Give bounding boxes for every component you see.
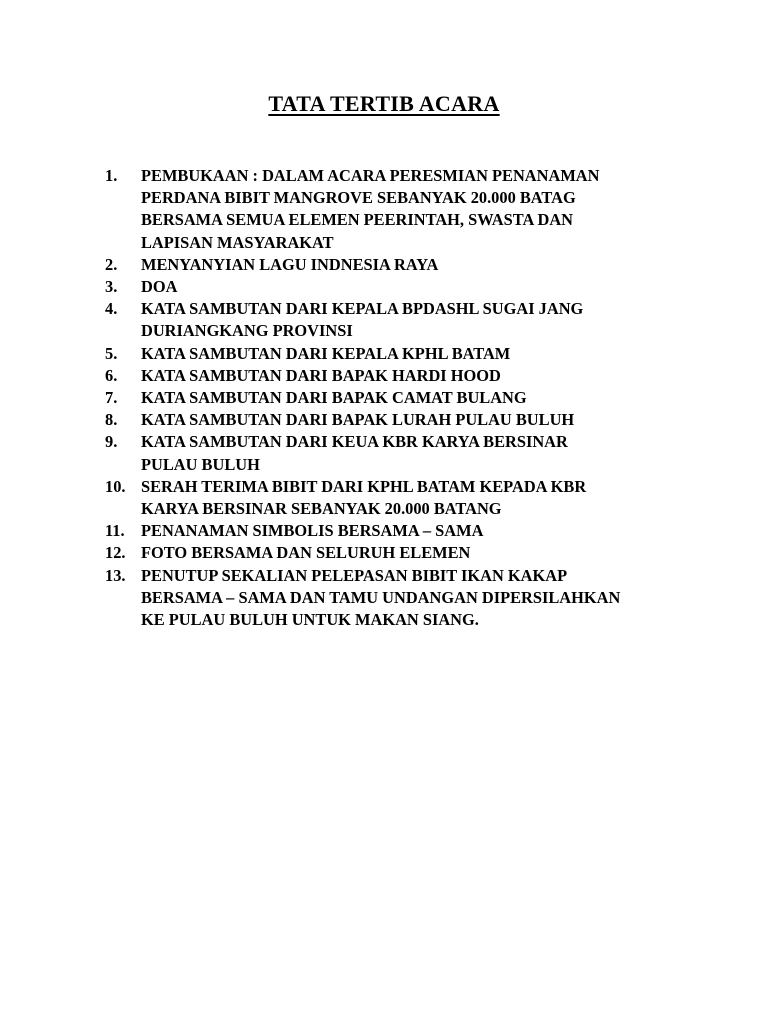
agenda-item-number: 3.: [105, 277, 118, 297]
agenda-item-line: FOTO BERSAMA DAN SELURUH ELEMEN: [141, 543, 471, 563]
agenda-item-line: MENYANYIAN LAGU INDNESIA RAYA: [141, 254, 439, 274]
agenda-item: [105, 365, 705, 387]
agenda-item-line: LAPISAN MASYARAKAT: [141, 232, 334, 252]
agenda-item-line: KATA SAMBUTAN DARI KEPALA BPDASHL SUGAI JANG: [141, 299, 584, 319]
agenda-item-line: PEMBUKAAN : DALAM ACARA PERESMIAN PENANAMAN: [141, 166, 600, 185]
agenda-item-number: 8.: [105, 410, 118, 430]
agenda-item-line: BERSAMA – SAMA DAN TAMU UNDANGAN DIPERSILAHKAN: [141, 587, 621, 607]
document-title: [0, 90, 768, 118]
agenda-item: [105, 542, 705, 564]
agenda-item-text: [141, 565, 705, 632]
agenda-item-number: 7.: [105, 388, 118, 408]
agenda-item-line: KATA SAMBUTAN DARI KEUA KBR KARYA BERSINAR: [141, 432, 568, 452]
agenda-item: [105, 298, 705, 342]
agenda-item-text: [141, 476, 705, 520]
agenda-item: [105, 409, 705, 431]
agenda-item-number: 11.: [105, 521, 125, 541]
agenda-item-number: 5.: [105, 343, 118, 363]
agenda-item-number: 12.: [105, 543, 126, 563]
agenda-item-line: KATA SAMBUTAN DARI BAPAK CAMAT BULANG: [141, 388, 527, 408]
agenda-item-line: PENANAMAN SIMBOLIS BERSAMA – SAMA: [141, 521, 484, 541]
agenda-item-line: SERAH TERIMA BIBIT DARI KPHL BATAM KEPADA KBR: [141, 476, 587, 496]
agenda-item-text: [141, 165, 705, 254]
agenda-item-text: [141, 542, 705, 564]
agenda-item-text: [141, 254, 705, 276]
agenda-list: [105, 165, 705, 631]
agenda-item-line: KATA SAMBUTAN DARI KEPALA KPHL BATAM: [141, 343, 511, 363]
agenda-item-number: 9.: [105, 432, 118, 452]
agenda-item-text: [141, 298, 705, 342]
agenda-item-text: [141, 520, 705, 542]
agenda-item-number: 2.: [105, 254, 118, 274]
agenda-item-line: BERSAMA SEMUA ELEMEN PEERINTAH, SWASTA DAN: [141, 210, 573, 230]
agenda-item-number: 6.: [105, 365, 118, 385]
agenda-item-line: DURIANGKANG PROVINSI: [141, 321, 353, 341]
agenda-item: [105, 476, 705, 520]
agenda-item-text: [141, 365, 705, 387]
agenda-item: [105, 165, 705, 254]
agenda-item-line: PULAU BULUH: [141, 454, 260, 474]
agenda-item-line: KE PULAU BULUH UNTUK MAKAN SIANG.: [141, 610, 479, 630]
agenda-item-text: [141, 409, 705, 431]
agenda-item-line: PENUTUP SEKALIAN PELEPASAN BIBIT IKAN KAKAP: [141, 565, 568, 585]
agenda-item: [105, 431, 705, 475]
agenda-item-line: KATA SAMBUTAN DARI BAPAK HARDI HOOD: [141, 365, 501, 385]
agenda-item: [105, 387, 705, 409]
agenda-item: [105, 276, 705, 298]
agenda-item-text: [141, 276, 705, 298]
agenda-item-text: [141, 431, 705, 475]
agenda-item-number: 1.: [105, 166, 118, 185]
agenda-item-number: 13.: [105, 565, 126, 585]
agenda-item-text: [141, 343, 705, 365]
agenda-item-line: DOA: [141, 277, 178, 297]
agenda-item-number: 4.: [105, 299, 118, 319]
agenda-item: [105, 520, 705, 542]
agenda-item-text: [141, 387, 705, 409]
agenda-item-line: PERDANA BIBIT MANGROVE SEBANYAK 20.000 BATAG: [141, 188, 576, 208]
agenda-item-number: 10.: [105, 476, 126, 496]
agenda-item: [105, 565, 705, 632]
agenda-item: [105, 343, 705, 365]
agenda-item-line: KARYA BERSINAR SEBANYAK 20.000 BATANG: [141, 499, 502, 519]
agenda-item-line: KATA SAMBUTAN DARI BAPAK LURAH PULAU BULUH: [141, 410, 575, 430]
document-title-text: TATA TERTIB ACARA: [268, 91, 500, 116]
agenda-item: [105, 254, 705, 276]
